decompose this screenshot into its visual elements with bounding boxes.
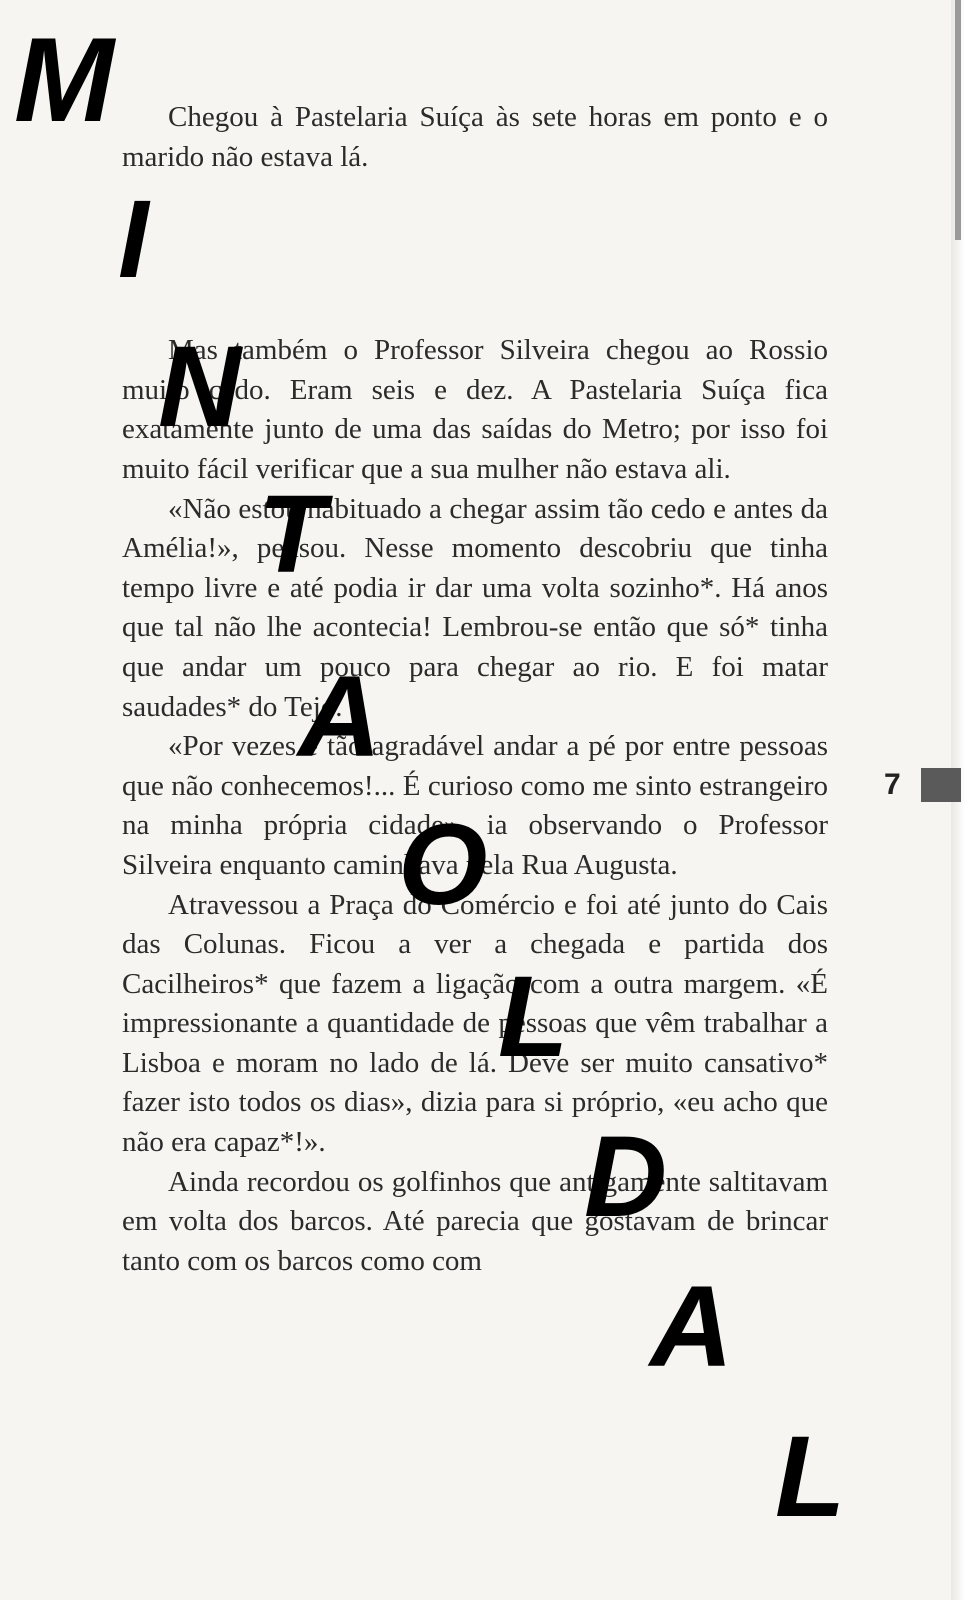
paragraph-5: Atravessou a Praça do Comércio e foi até junto do Cais das Colunas. Ficou a ver a chegada e partida dos Cacilheiros* que fazem a ligação com a outra margem. «É impressionante a quantidade de pessoas que vêm trabalhar a Lisboa e moram no lado de lá. Deve ser muito cansativo* fazer isto todos os dias», dizia para si próprio, «eu acho que não era capaz*!». [122,888,828,1159]
watermark-letter-3: N [158,323,242,451]
paragraph-6: Ainda recordou os golfinhos que antigamente saltitavam em volta dos barcos. Até parecia que gostavam de brincar tanto com os barcos como com [122,1165,828,1277]
paragraph-4: «Por vezes é tão agradável andar a pé por entre pessoas que não conhecemos!... É curioso como me sinto estrangeiro na minha própria cidade», ia observando o Professor Silveira enquanto caminhava pela Rua Augusta. [122,730,828,881]
watermark-letter-9: A [650,1263,734,1391]
paragraph-1: Chegou à Pastelaria Suíça às sete horas em ponto e o marido não estava lá. [122,101,828,173]
page-number: 7 [884,768,901,801]
watermark-letter-7: L [498,953,569,1081]
watermark-letter-10: L [775,1413,846,1541]
watermark-letter-5: A [298,653,382,781]
page-tab [921,768,961,802]
paragraph-3: «Não estou habituado a chegar assim tão cedo e antes da Amélia!», pensou. Nesse momento descobriu que tinha tempo livre e até podia ir dar uma volta sozinho*. Há anos que tal não lhe acontecia! Lembrou-se então que só* tinha que andar um pouco para chegar ao rio. E foi matar saudades* do Tejo. [122,492,828,723]
spine-mark [955,0,961,240]
watermark-letter-1: M [14,13,114,147]
paragraph-2: Mas também o Professor Silveira chegou ao Rossio muito cedo. Eram seis e dez. A Pastelaria Suíça fica exatamente junto de uma das saídas do Metro; por isso foi muito fácil verificar que a sua mulher não estava ali. [122,334,828,485]
watermark-letter-8: D [584,1113,668,1241]
watermark-letter-6: O [398,801,488,929]
watermark-letter-2: I [118,178,149,301]
body-text [122,98,828,1281]
watermark-letter-4: T [258,473,326,596]
paragraph-gap [122,177,828,331]
